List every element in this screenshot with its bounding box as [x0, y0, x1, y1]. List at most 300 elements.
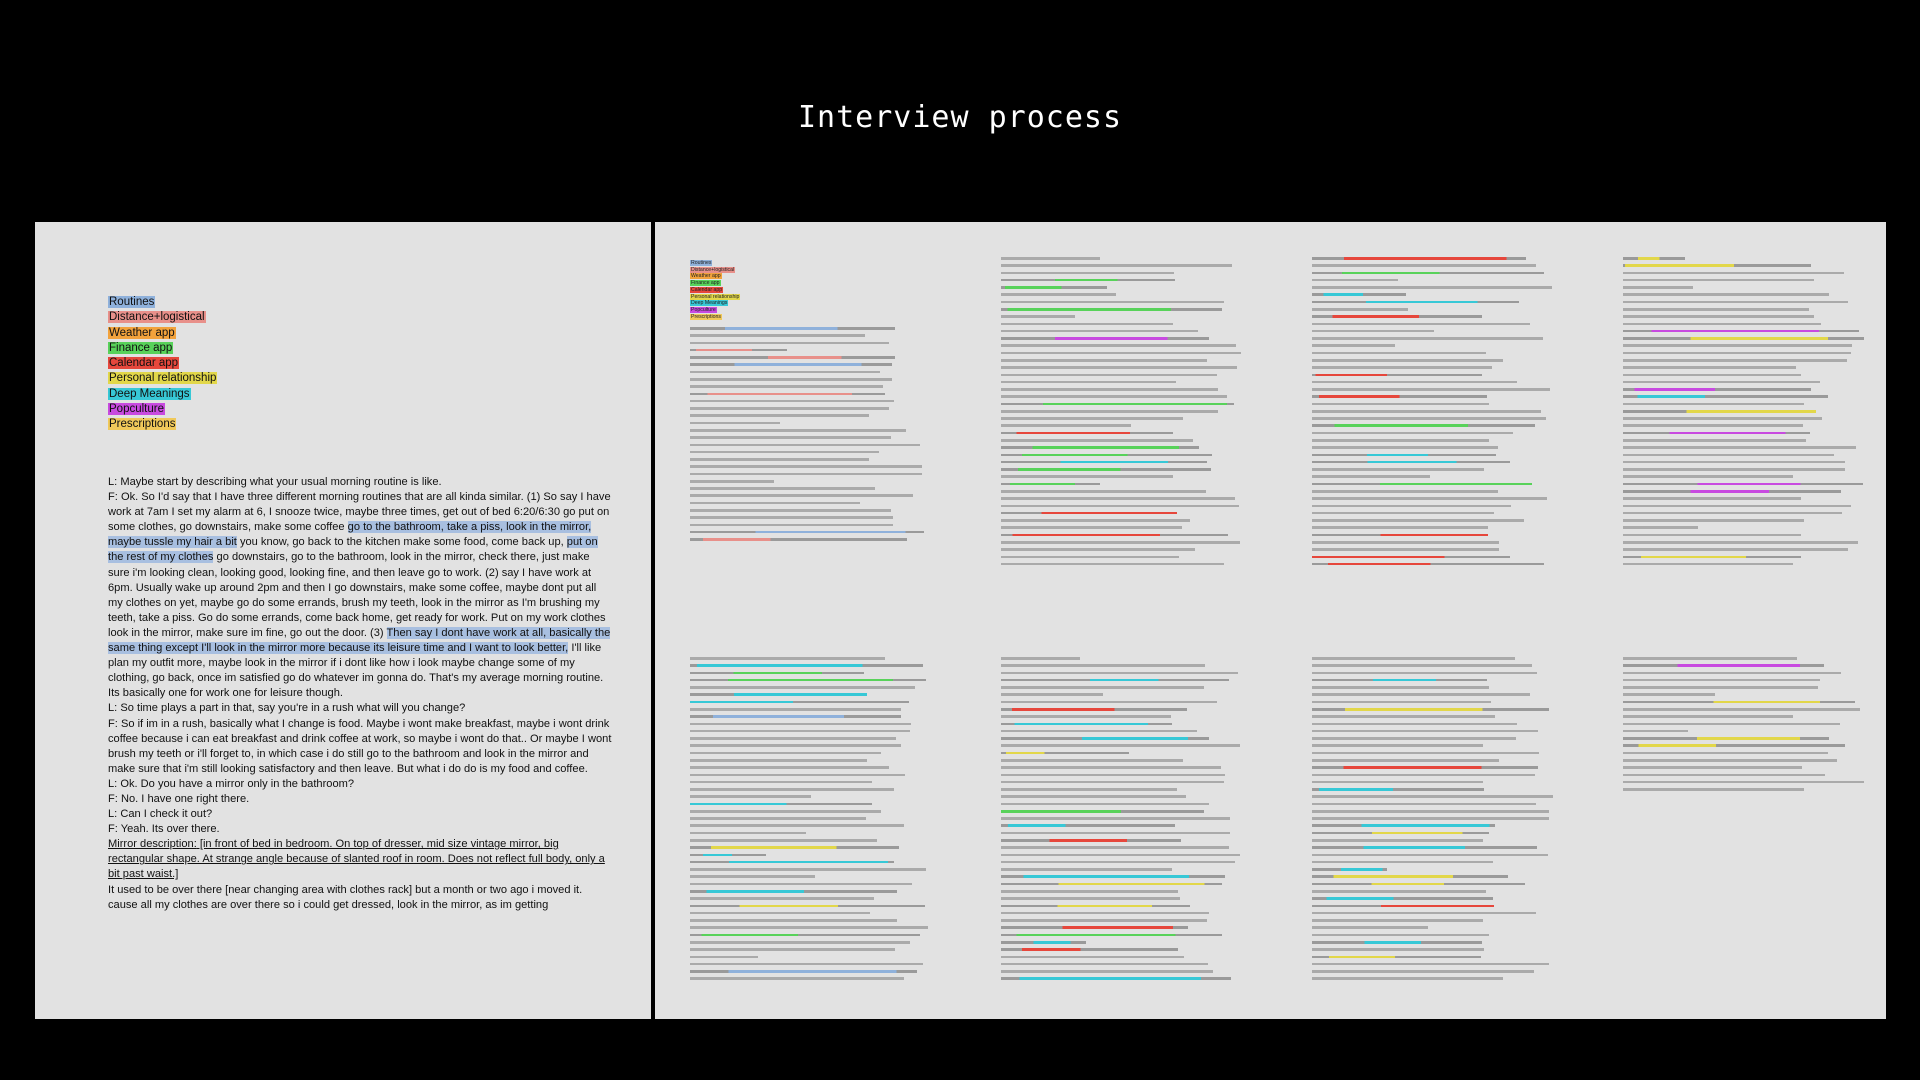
text-line — [1312, 912, 1536, 915]
text-line — [690, 524, 893, 527]
text-line — [690, 393, 885, 396]
text-line — [690, 672, 864, 675]
text-line — [690, 941, 910, 944]
text-line — [690, 810, 881, 813]
text-line — [1312, 701, 1491, 704]
text-line — [1312, 897, 1493, 900]
text-line — [1001, 810, 1204, 813]
text-line — [1312, 846, 1537, 849]
text-line — [1001, 286, 1107, 289]
text-line — [1001, 817, 1230, 820]
text-line — [1001, 861, 1235, 864]
text-line — [1312, 534, 1488, 537]
text-line — [690, 759, 867, 762]
text-line — [1623, 454, 1834, 457]
text-line — [1623, 475, 1793, 478]
text-line — [1623, 664, 1824, 667]
text-line — [1001, 832, 1230, 835]
text-line — [1312, 505, 1511, 508]
text-line — [1312, 832, 1489, 835]
text-line — [690, 327, 895, 330]
text-line — [1001, 337, 1209, 340]
legend-item-distance: Distance+logistical — [109, 311, 205, 324]
text-line — [1001, 766, 1221, 769]
text-line — [1312, 919, 1483, 922]
text-line — [1312, 388, 1550, 391]
mini-legend-item: Personal relationship — [691, 293, 740, 300]
text-line — [1623, 534, 1801, 537]
text-line — [1312, 737, 1516, 740]
text-line — [690, 730, 910, 733]
transcript-line: L: Maybe start by describing what your usual morning routine is like. — [108, 476, 442, 488]
text-line — [1001, 854, 1240, 857]
text-line — [1001, 315, 1075, 318]
text-line — [1312, 257, 1526, 260]
text-line — [690, 436, 891, 439]
text-line — [1623, 301, 1848, 304]
text-line — [1001, 912, 1209, 915]
text-line — [1623, 563, 1793, 566]
text-line — [690, 371, 880, 374]
text-line — [690, 744, 901, 747]
text-line — [690, 890, 897, 893]
transcript-pages-overview — [655, 222, 1886, 1019]
text-line — [1312, 344, 1395, 347]
text-line — [1623, 701, 1855, 704]
text-line — [690, 956, 758, 959]
text-line — [690, 679, 926, 682]
legend — [108, 295, 217, 433]
text-line — [1001, 556, 1179, 559]
text-line — [1001, 774, 1225, 777]
text-line — [690, 737, 896, 740]
text-line — [690, 334, 865, 337]
text-line — [1312, 454, 1496, 457]
text-line — [1312, 337, 1543, 340]
text-line — [1312, 861, 1493, 864]
text-line — [1623, 352, 1851, 355]
text-line — [1001, 905, 1190, 908]
text-line — [1312, 766, 1538, 769]
text-line — [1623, 403, 1804, 406]
text-line — [1001, 301, 1224, 304]
text-line — [690, 444, 920, 447]
text-line — [1312, 272, 1544, 275]
text-line — [690, 766, 889, 769]
transcript-line: It used to be over there [near changing area with clothes rack] but a month or two ago i moved it. cause all my clothes are over there so i could get dressed, look in the mirror, as im getting — [108, 883, 583, 911]
text-line — [1001, 381, 1176, 384]
legend-item-routines: Routines — [109, 296, 155, 308]
text-line — [1623, 548, 1848, 551]
text-line — [1312, 948, 1484, 951]
text-line — [690, 686, 915, 689]
text-line — [1312, 752, 1539, 755]
text-line — [1001, 919, 1207, 922]
text-line — [1312, 744, 1483, 747]
text-line — [1312, 483, 1532, 486]
text-line — [1312, 868, 1387, 871]
text-line — [690, 926, 928, 929]
text-line — [1312, 301, 1519, 304]
text-line — [1312, 323, 1530, 326]
text-line — [1623, 359, 1847, 362]
text-line — [1623, 279, 1814, 282]
mini-legend-item: Weather app — [691, 273, 721, 280]
highlight-routine: put on the rest of my clothes — [108, 536, 598, 564]
text-line — [1001, 883, 1222, 886]
text-line — [690, 429, 906, 432]
text-line — [690, 407, 889, 410]
text-line — [1312, 381, 1517, 384]
mini-transcript-page — [1001, 657, 1243, 992]
text-line — [1623, 693, 1715, 696]
text-line — [1001, 686, 1204, 689]
legend-item-calendar: Calendar app — [109, 357, 179, 370]
text-line — [1312, 512, 1494, 515]
mini-transcript-page — [690, 327, 932, 552]
text-line — [1312, 956, 1481, 959]
text-line — [1001, 330, 1198, 333]
text-line — [690, 473, 922, 476]
text-line — [1312, 293, 1406, 296]
legend-item-deep: Deep Meanings — [109, 387, 190, 400]
text-line — [690, 458, 869, 461]
text-line — [1312, 432, 1513, 435]
text-line — [1312, 395, 1487, 398]
text-line — [1623, 257, 1685, 260]
text-line — [1623, 715, 1793, 718]
text-line — [690, 803, 872, 806]
text-line — [1312, 788, 1484, 791]
mini-transcript-page — [1001, 257, 1243, 577]
text-line — [1312, 519, 1524, 522]
mini-legend-item: Distance+logistical — [691, 266, 735, 273]
text-line — [1312, 679, 1487, 682]
text-line — [1001, 417, 1183, 420]
mini-legend-item: Prescriptions — [691, 313, 721, 320]
text-line — [1312, 941, 1482, 944]
text-line — [1312, 686, 1489, 689]
text-line — [1312, 890, 1486, 893]
text-line — [690, 480, 774, 483]
text-line — [690, 824, 904, 827]
mini-transcript-page — [1623, 657, 1865, 797]
text-line — [1001, 868, 1172, 871]
text-line — [1001, 803, 1209, 806]
text-line — [690, 723, 911, 726]
text-line — [1623, 446, 1856, 449]
text-line — [1001, 941, 1086, 944]
text-line — [1001, 264, 1232, 267]
text-line — [1001, 744, 1240, 747]
text-line — [690, 781, 872, 784]
text-line — [690, 701, 909, 704]
text-line — [1312, 759, 1499, 762]
text-line — [690, 832, 806, 835]
transcript-line: Mirror description: [in front of bed in bedroom. On top of dresser, mid size vintage mirror, big rectangular shape. At strange angle because of slanted roof in room. Does not reflect full body, only a bit past waist.] — [108, 838, 605, 881]
text-line — [1312, 774, 1535, 777]
text-line — [690, 715, 901, 718]
text-line — [1623, 672, 1841, 675]
text-line — [1623, 541, 1858, 544]
mini-legend — [690, 260, 932, 320]
text-line — [1001, 352, 1241, 355]
text-line — [1312, 563, 1544, 566]
text-line — [1312, 672, 1537, 675]
text-line — [690, 531, 924, 534]
legend-item-personal: Personal relationship — [109, 372, 217, 385]
text-line — [1001, 737, 1209, 740]
text-line — [690, 349, 787, 352]
transcript-text — [108, 475, 613, 913]
text-line — [690, 752, 881, 755]
text-line — [690, 970, 917, 973]
text-line — [1312, 490, 1498, 493]
text-line — [1001, 483, 1100, 486]
text-line — [1312, 977, 1503, 980]
text-line — [1312, 374, 1482, 377]
text-line — [1001, 730, 1197, 733]
text-line — [1312, 315, 1482, 318]
mini-legend-item: Popculture — [691, 306, 716, 313]
text-line — [1623, 410, 1816, 413]
text-line — [1001, 403, 1234, 406]
text-line — [1001, 672, 1238, 675]
text-line — [1312, 366, 1492, 369]
transcript-line: F: Yeah. Its over there. — [108, 823, 220, 836]
text-line — [1312, 781, 1483, 784]
text-line — [1623, 505, 1851, 508]
text-line — [1001, 461, 1207, 464]
text-line — [690, 861, 894, 864]
text-line — [1623, 388, 1811, 391]
text-line — [1001, 897, 1180, 900]
text-line — [1001, 693, 1103, 696]
text-line — [1623, 526, 1698, 529]
mini-legend-item: Routines — [691, 260, 712, 266]
text-line — [690, 963, 923, 966]
text-line — [1001, 963, 1208, 966]
text-line — [1312, 839, 1483, 842]
text-line — [1001, 824, 1175, 827]
text-line — [1623, 686, 1818, 689]
text-line — [690, 451, 879, 454]
highlight-routine: go to the bathroom, take a piss, look in the mirror, maybe tussle my hair a bit — [108, 521, 592, 549]
text-line — [1623, 679, 1820, 682]
text-line — [1312, 279, 1398, 282]
text-line — [1001, 657, 1080, 660]
text-line — [1623, 759, 1837, 762]
text-line — [1001, 344, 1236, 347]
text-line — [1623, 519, 1804, 522]
text-line — [1312, 497, 1547, 500]
text-line — [1001, 272, 1174, 275]
text-line — [1623, 432, 1810, 435]
text-line — [1623, 730, 1688, 733]
text-line — [1001, 279, 1175, 282]
text-line — [1623, 556, 1801, 559]
text-line — [1312, 446, 1498, 449]
text-line — [1001, 454, 1212, 457]
text-line — [690, 868, 926, 871]
text-line — [1312, 810, 1549, 813]
text-line — [1001, 934, 1222, 937]
transcript-line: F: No. I have one right there. — [108, 792, 250, 805]
text-line — [1312, 526, 1488, 529]
mini-legend-item: Finance app — [691, 280, 720, 287]
text-line — [1001, 788, 1177, 791]
text-line — [1001, 432, 1173, 435]
text-line — [1312, 803, 1536, 806]
text-line — [1001, 526, 1182, 529]
text-line — [1001, 497, 1235, 500]
text-line — [1312, 905, 1494, 908]
text-line — [1623, 497, 1801, 500]
text-line — [1001, 439, 1193, 442]
text-line — [1623, 344, 1852, 347]
text-line — [690, 400, 894, 403]
text-line — [1001, 977, 1231, 980]
text-line — [1623, 723, 1840, 726]
text-line — [690, 883, 912, 886]
text-line — [690, 905, 925, 908]
text-line — [1623, 366, 1796, 369]
text-line — [1312, 461, 1510, 464]
text-line — [1001, 759, 1183, 762]
text-line — [1623, 272, 1844, 275]
text-line — [1623, 374, 1801, 377]
text-line — [1623, 286, 1693, 289]
text-line — [1623, 381, 1820, 384]
transcript-page-zoomed — [35, 222, 651, 1019]
text-line — [1001, 534, 1228, 537]
text-line — [1001, 541, 1240, 544]
text-line — [1312, 926, 1428, 929]
text-line — [1312, 934, 1489, 937]
text-line — [1312, 468, 1484, 471]
text-line — [1312, 556, 1510, 559]
text-line — [690, 494, 913, 497]
text-line — [1312, 424, 1535, 427]
slide-title: Interview process — [797, 100, 1123, 135]
text-line — [690, 414, 869, 417]
text-line — [1001, 446, 1199, 449]
text-line — [1001, 839, 1181, 842]
text-line — [1001, 374, 1217, 377]
text-line — [1001, 410, 1218, 413]
text-line — [690, 897, 874, 900]
text-line — [1312, 541, 1499, 544]
text-line — [1623, 490, 1841, 493]
legend-item-popculture: Popculture — [109, 403, 164, 416]
transcript-line: L: Ok. Do you have a mirror only in the bathroom? — [108, 777, 355, 790]
text-line — [1623, 744, 1845, 747]
text-line — [690, 919, 897, 922]
text-line — [690, 509, 891, 512]
text-line — [1312, 352, 1486, 355]
text-line — [1001, 475, 1173, 478]
text-line — [1312, 817, 1549, 820]
text-line — [690, 912, 870, 915]
text-line — [1623, 395, 1828, 398]
legend-item-finance: Finance app — [109, 341, 173, 354]
text-line — [1001, 548, 1195, 551]
text-line — [1623, 788, 1804, 791]
text-line — [1623, 512, 1842, 515]
text-line — [1001, 490, 1206, 493]
text-line — [1623, 781, 1864, 784]
text-line — [1623, 708, 1860, 711]
text-line — [690, 846, 899, 849]
text-line — [1312, 410, 1541, 413]
text-line — [690, 788, 894, 791]
text-line — [1312, 548, 1499, 551]
text-line — [1312, 963, 1549, 966]
mini-transcript-page — [690, 657, 932, 992]
mini-transcript-page — [1312, 657, 1554, 992]
text-line — [690, 363, 892, 366]
text-line — [1312, 854, 1548, 857]
text-line — [1623, 752, 1828, 755]
text-line — [1001, 563, 1224, 566]
text-line — [690, 502, 860, 505]
text-line — [1312, 403, 1489, 406]
text-line — [1001, 505, 1239, 508]
text-line — [1001, 948, 1178, 951]
text-line — [1312, 664, 1532, 667]
text-line — [690, 664, 923, 667]
text-line — [690, 839, 877, 842]
text-line — [1623, 439, 1806, 442]
legend-item-prescriptions: Prescriptions — [109, 418, 176, 431]
text-line — [690, 708, 901, 711]
text-line — [690, 977, 904, 980]
text-line — [1623, 337, 1864, 340]
text-line — [1312, 359, 1503, 362]
text-line — [1001, 846, 1229, 849]
transcript-line: F: So if im in a rush, basically what I change is food. Maybe i wont make breakfast, maybe i wont drink coffee because i can eat breakfast and drink coffee at work, so maybe i wont do that.. Or maybe I wont brush my teeth or i'll forget to, in which case i do still go to the bathroom and look in the mirror and make sure that i'm still looking satisfactory and then leave. But what i do do is my food and coffee. — [108, 717, 612, 775]
text-line — [690, 657, 885, 660]
text-line — [1312, 308, 1408, 311]
text-line — [1001, 308, 1222, 311]
text-line — [1001, 424, 1131, 427]
text-line — [690, 693, 867, 696]
text-line — [1312, 730, 1538, 733]
text-line — [1001, 752, 1129, 755]
text-line — [1623, 774, 1825, 777]
highlight-routine: Then say I dont have work at all, basically the same thing except I'll look in the mirror more because its leisure time and I want to look better, — [108, 626, 611, 655]
text-line — [1312, 723, 1517, 726]
text-line — [1623, 330, 1859, 333]
text-line — [1312, 824, 1495, 827]
text-line — [1001, 664, 1205, 667]
text-line — [1312, 970, 1534, 973]
text-line — [1312, 795, 1553, 798]
legend-item-weather: Weather app — [109, 326, 175, 339]
text-line — [1623, 424, 1803, 427]
transcript-line: L: So time plays a part in that, say you're in a rush what will you change? — [108, 702, 466, 715]
text-line — [1623, 293, 1829, 296]
text-line — [690, 356, 895, 359]
text-line — [1312, 883, 1525, 886]
text-line — [1001, 519, 1190, 522]
text-line — [1312, 875, 1508, 878]
text-line — [1623, 737, 1829, 740]
text-line — [1001, 723, 1172, 726]
text-line — [1312, 715, 1495, 718]
mini-transcript-page — [1623, 257, 1865, 577]
text-line — [1001, 395, 1227, 398]
